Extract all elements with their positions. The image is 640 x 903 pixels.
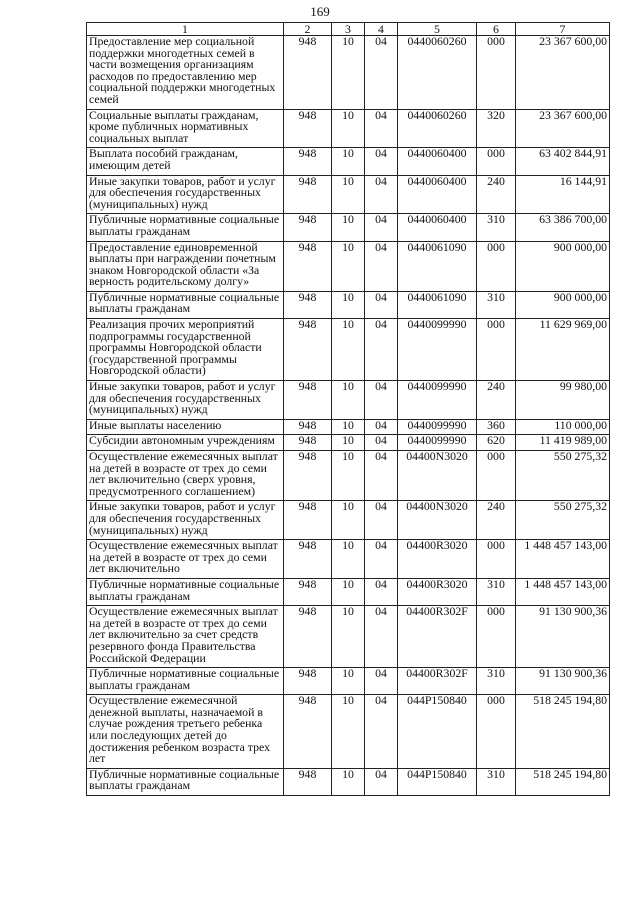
row-section-cell: 10 [332,291,365,318]
table-row [87,540,610,579]
row-amount-cell: 16 144,91 [516,175,610,214]
row-amount-cell: 63 402 844,91 [516,148,610,175]
row-subsection-cell: 04 [365,578,398,605]
row-section-cell: 10 [332,319,365,381]
row-name-cell: Публичные нормативные социальные выплаты гражданам [87,578,284,605]
row-section-cell: 10 [332,451,365,501]
row-subsection-cell: 04 [365,768,398,795]
row-subsection-cell: 04 [365,148,398,175]
row-subsection-cell: 04 [365,668,398,695]
table-row [87,214,610,241]
row-target-code-cell: 0440099990 [398,435,477,451]
row-subsection-cell: 04 [365,319,398,381]
row-target-code-cell: 04400R302F [398,606,477,668]
row-grbs-cell: 948 [284,214,332,241]
row-amount-cell: 99 980,00 [516,381,610,420]
row-expense-type-cell: 310 [477,768,516,795]
row-subsection-cell: 04 [365,214,398,241]
row-grbs-cell: 948 [284,175,332,214]
row-target-code-cell: 0440099990 [398,381,477,420]
row-grbs-cell: 948 [284,291,332,318]
row-section-cell: 10 [332,214,365,241]
header-cell: 3 [332,23,365,36]
row-expense-type-cell: 000 [477,540,516,579]
row-amount-cell: 518 245 194,80 [516,695,610,769]
row-subsection-cell: 04 [365,175,398,214]
row-section-cell: 10 [332,109,365,148]
row-section-cell: 10 [332,695,365,769]
budget-table [86,22,610,796]
table-body [87,36,610,796]
row-name-cell: Иные выплаты населению [87,419,284,435]
row-expense-type-cell: 310 [477,578,516,605]
row-section-cell: 10 [332,668,365,695]
row-section-cell: 10 [332,381,365,420]
table-row [87,668,610,695]
row-target-code-cell: 0440060260 [398,109,477,148]
row-amount-cell: 91 130 900,36 [516,606,610,668]
row-expense-type-cell: 000 [477,241,516,291]
row-grbs-cell: 948 [284,241,332,291]
row-subsection-cell: 04 [365,241,398,291]
row-grbs-cell: 948 [284,419,332,435]
row-target-code-cell: 04400N3020 [398,451,477,501]
row-subsection-cell: 04 [365,501,398,540]
row-subsection-cell: 04 [365,419,398,435]
row-grbs-cell: 948 [284,109,332,148]
row-expense-type-cell: 310 [477,214,516,241]
row-subsection-cell: 04 [365,540,398,579]
row-expense-type-cell: 240 [477,501,516,540]
table-row [87,109,610,148]
table-row [87,606,610,668]
row-subsection-cell: 04 [365,109,398,148]
table-row [87,695,610,769]
row-subsection-cell: 04 [365,606,398,668]
row-target-code-cell: 04400R302F [398,668,477,695]
row-expense-type-cell: 000 [477,319,516,381]
row-name-cell: Субсидии автономным учреждениям [87,435,284,451]
page-number: 169 [310,4,330,19]
row-name-cell: Выплата пособий гражданам, имеющим детей [87,148,284,175]
row-amount-cell: 550 275,32 [516,451,610,501]
row-target-code-cell: 044P150840 [398,768,477,795]
row-name-cell: Осуществление ежемесячных выплат на детей в возрасте от трех до семи лет включительно (сверх уровня, предусмотренного соглашением) [87,451,284,501]
row-grbs-cell: 948 [284,695,332,769]
row-amount-cell: 1 448 457 143,00 [516,540,610,579]
row-target-code-cell: 0440060260 [398,36,477,110]
row-grbs-cell: 948 [284,540,332,579]
row-section-cell: 10 [332,241,365,291]
row-subsection-cell: 04 [365,435,398,451]
row-grbs-cell: 948 [284,381,332,420]
row-name-cell: Публичные нормативные социальные выплаты гражданам [87,214,284,241]
row-name-cell: Публичные нормативные социальные выплаты гражданам [87,768,284,795]
row-name-cell: Реализация прочих мероприятий подпрограммы государственной программы Новгородской области (государственной программы Новгородской области) [87,319,284,381]
row-expense-type-cell: 000 [477,148,516,175]
row-target-code-cell: 0440099990 [398,419,477,435]
row-amount-cell: 550 275,32 [516,501,610,540]
row-target-code-cell: 044P150840 [398,695,477,769]
row-target-code-cell: 04400R3020 [398,540,477,579]
row-grbs-cell: 948 [284,768,332,795]
row-grbs-cell: 948 [284,668,332,695]
row-subsection-cell: 04 [365,451,398,501]
row-expense-type-cell: 000 [477,695,516,769]
row-amount-cell: 900 000,00 [516,241,610,291]
row-name-cell: Предоставление мер социальной поддержки многодетных семей в части возмещения организациям расходов по предоставлению мер социальной поддержки многодетных семей [87,36,284,110]
row-name-cell: Осуществление ежемесячных выплат на детей в возрасте от трех до семи лет включительно за счет средств резервного фонда Правительства Российской Федерации [87,606,284,668]
row-expense-type-cell: 000 [477,36,516,110]
row-expense-type-cell: 320 [477,109,516,148]
row-expense-type-cell: 360 [477,419,516,435]
row-grbs-cell: 948 [284,451,332,501]
row-amount-cell: 11 629 969,00 [516,319,610,381]
table-row [87,175,610,214]
row-amount-cell: 63 386 700,00 [516,214,610,241]
row-grbs-cell: 948 [284,578,332,605]
row-grbs-cell: 948 [284,501,332,540]
row-section-cell: 10 [332,435,365,451]
row-amount-cell: 23 367 600,00 [516,109,610,148]
row-target-code-cell: 0440060400 [398,214,477,241]
table-row [87,768,610,795]
table-row [87,501,610,540]
table-row [87,241,610,291]
row-subsection-cell: 04 [365,695,398,769]
row-subsection-cell: 04 [365,381,398,420]
row-target-code-cell: 0440061090 [398,291,477,318]
row-target-code-cell: 0440060400 [398,148,477,175]
row-section-cell: 10 [332,175,365,214]
row-target-code-cell: 04400R3020 [398,578,477,605]
row-expense-type-cell: 620 [477,435,516,451]
row-expense-type-cell: 240 [477,381,516,420]
row-name-cell: Иные закупки товаров, работ и услуг для обеспечения государственных (муниципальных) нужд [87,381,284,420]
row-amount-cell: 23 367 600,00 [516,36,610,110]
table-row [87,451,610,501]
row-name-cell: Иные закупки товаров, работ и услуг для обеспечения государственных (муниципальных) нужд [87,175,284,214]
row-expense-type-cell: 240 [477,175,516,214]
table-row [87,291,610,318]
row-expense-type-cell: 310 [477,291,516,318]
row-section-cell: 10 [332,768,365,795]
row-amount-cell: 110 000,00 [516,419,610,435]
row-target-code-cell: 0440061090 [398,241,477,291]
row-grbs-cell: 948 [284,319,332,381]
row-target-code-cell: 0440060400 [398,175,477,214]
header-cell: 1 [87,23,284,36]
row-amount-cell: 1 448 457 143,00 [516,578,610,605]
row-name-cell: Иные закупки товаров, работ и услуг для обеспечения государственных (муниципальных) нужд [87,501,284,540]
row-name-cell: Социальные выплаты гражданам, кроме публичных нормативных социальных выплат [87,109,284,148]
row-amount-cell: 91 130 900,36 [516,668,610,695]
row-grbs-cell: 948 [284,435,332,451]
row-name-cell: Осуществление ежемесячных выплат на детей в возрасте от трех до семи лет включительно [87,540,284,579]
table-row [87,36,610,110]
row-name-cell: Осуществление ежемесячной денежной выплаты, назначаемой в случае рождения третьего ребенка или последующих детей до достижения ребенком возраста трех лет [87,695,284,769]
row-expense-type-cell: 000 [477,606,516,668]
row-section-cell: 10 [332,148,365,175]
row-section-cell: 10 [332,36,365,110]
row-target-code-cell: 04400N3020 [398,501,477,540]
row-section-cell: 10 [332,540,365,579]
table-row [87,578,610,605]
row-grbs-cell: 948 [284,36,332,110]
row-amount-cell: 900 000,00 [516,291,610,318]
row-name-cell: Публичные нормативные социальные выплаты гражданам [87,668,284,695]
table-row [87,381,610,420]
table-row [87,319,610,381]
row-amount-cell: 518 245 194,80 [516,768,610,795]
row-expense-type-cell: 310 [477,668,516,695]
row-section-cell: 10 [332,578,365,605]
table-row [87,148,610,175]
row-name-cell: Предоставление единовременной выплаты при награждении почетным знаком Новгородской области «За верность родительскому долгу» [87,241,284,291]
row-grbs-cell: 948 [284,606,332,668]
row-expense-type-cell: 000 [477,451,516,501]
row-section-cell: 10 [332,501,365,540]
row-name-cell: Публичные нормативные социальные выплаты гражданам [87,291,284,318]
row-target-code-cell: 0440099990 [398,319,477,381]
row-subsection-cell: 04 [365,291,398,318]
row-section-cell: 10 [332,419,365,435]
row-grbs-cell: 948 [284,148,332,175]
header-cell: 7 [516,23,610,36]
header-cell: 6 [477,23,516,36]
header-cell: 5 [398,23,477,36]
row-section-cell: 10 [332,606,365,668]
header-cell: 2 [284,23,332,36]
header-cell: 4 [365,23,398,36]
row-amount-cell: 11 419 989,00 [516,435,610,451]
row-subsection-cell: 04 [365,36,398,110]
